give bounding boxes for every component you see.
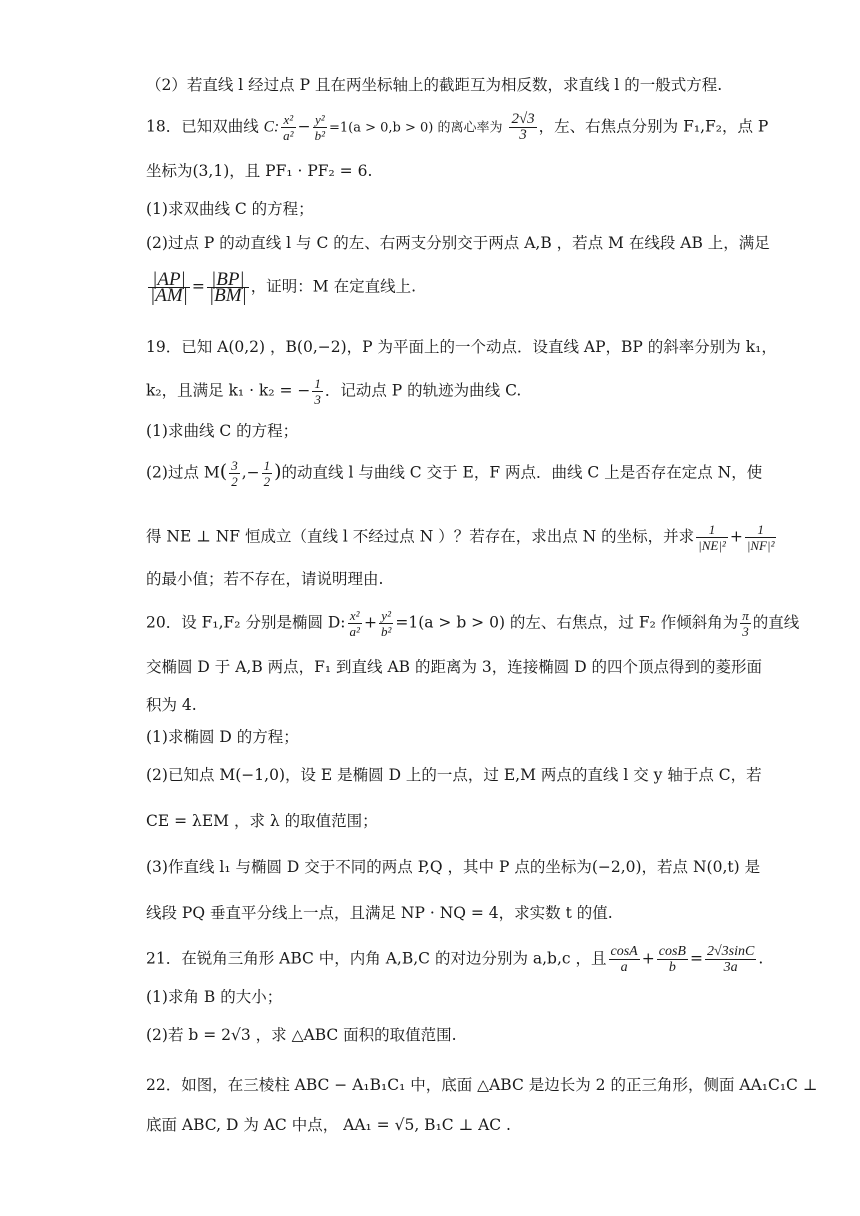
fraction: $\frac{\text{y²}}{\text{b²}}$: [314, 112, 325, 143]
text: 22．如图，在三棱柱 ABC − A₁B₁C₁ 中，底面 △ABC 是边长为 2 的正三角形，侧面 AA₁C₁C ⊥: [146, 1076, 818, 1094]
text: 21．在锐角三角形 ABC 中，内角 A,B,C 的对边分别为 a,b,c ，且: [146, 949, 607, 968]
text: (2)过点 P 的动直线 l 与 C 的左、右两支分别交于两点 A,B ，若点 M 在线段 AB 上，满足: [146, 234, 770, 252]
text-line: [146, 198, 760, 220]
text: （2）若直线 l 经过点 P 且在两坐标轴上的截距互为相反数，求直线 l 的一般式方程.: [146, 76, 723, 94]
text: 得 NE ⊥ NF 恒成立（直线 l 不经过点 N ）？若存在，求出点 N 的坐标，并求: [146, 527, 695, 546]
ratio-line: [146, 269, 760, 306]
math: C:: [263, 118, 280, 136]
fraction: $\frac{\cos B}{b}$: [658, 944, 686, 975]
period: .: [758, 949, 764, 968]
text: (1)求双曲线 C 的方程；: [146, 200, 314, 218]
fraction: $\frac{\text{x²}}{\text{a²}}$: [349, 608, 360, 639]
text: (2)过点 M: [146, 463, 220, 482]
text: CE = λEM ，求 λ 的取值范围；: [146, 812, 378, 830]
text: (1)求曲线 C 的方程；: [146, 422, 299, 440]
fraction: $\frac{1}{2}$: [263, 458, 271, 489]
fraction: $\frac{\text{x²}}{\text{a²}}$: [283, 112, 294, 143]
text-line: [146, 694, 760, 716]
text-line: [146, 522, 775, 553]
comma: ,: [241, 463, 247, 482]
text: k₂，且满足 k₁ · k₂ = −: [146, 381, 311, 400]
fraction: $\frac{1}{\text{|NF|²}}$: [746, 522, 775, 553]
plus: +: [363, 613, 377, 632]
text: =1(a > 0,b > 0) 的离心率为: [328, 120, 503, 136]
problem-18-line: [146, 111, 769, 143]
text: 的最小值；若不存在，请说明理由.: [146, 570, 384, 588]
plus: +: [641, 949, 655, 968]
text-line: [146, 336, 777, 358]
fraction: $\frac{\cos A}{a}$: [610, 944, 638, 975]
fraction: $\frac{2√3\sin C}{3a}$: [706, 944, 755, 975]
text: (1)求椭圆 D 的方程；: [146, 728, 299, 746]
text: ，左、右焦点分别为 F₁,F₂，点 P: [538, 117, 769, 136]
text: 线段 PQ 垂直平分线上一点，且满足 NP · NQ = 4，求实数 t 的值.: [146, 904, 613, 922]
text-line: [146, 1114, 760, 1136]
fraction: $\frac{3}{2}$: [231, 458, 238, 489]
text: 坐标为(3,1)，且 PF₁ · PF₂ = 6.: [146, 162, 373, 180]
equals: =: [689, 949, 703, 968]
text-line: [146, 726, 760, 748]
text: 积为 4.: [146, 696, 197, 714]
text-line: [146, 74, 760, 96]
text: 20．设 F₁,F₂ 分别是椭圆 D:: [146, 613, 346, 632]
fraction: $\frac{2√3}{3}$: [511, 111, 535, 143]
text-line: [146, 1074, 818, 1096]
text-line: [146, 232, 770, 254]
text: 18．已知双曲线: [146, 117, 259, 136]
text: 的直线: [752, 613, 800, 632]
problem-20-line: [146, 608, 800, 639]
text: 的动直线 l 与曲线 C 交于 E，F 两点．曲线 C 上是否存在定点 N，使: [281, 463, 763, 482]
text-line: [146, 458, 763, 489]
text: ，证明：M 在定直线上.: [250, 277, 417, 296]
text-line: [146, 986, 760, 1008]
minus: −: [246, 463, 260, 482]
text: (2)已知点 M(−1,0)，设 E 是椭圆 D 上的一点，过 E,M 两点的直线 l 交 y 轴于点 C，若: [146, 766, 762, 784]
text: 交椭圆 D 于 A,B 两点，F₁ 到直线 AB 的距离为 3，连接椭圆 D 的四个顶点得到的菱形面: [146, 658, 763, 676]
fraction: $\frac{1}{\text{|NE|²}}$: [698, 522, 726, 553]
text-line: [146, 376, 760, 407]
text: ．记动点 P 的轨迹为曲线 C.: [324, 381, 522, 400]
fraction: $\frac{|AP|}{|AM|}$: [150, 269, 188, 306]
minus: −: [297, 117, 311, 136]
equals: =: [191, 277, 205, 296]
paren: (: [219, 460, 228, 483]
fraction: $\frac{\text{y²}}{\text{b²}}$: [380, 608, 392, 639]
fraction: $\frac{\pi}{3}$: [742, 608, 749, 639]
text: (2)若 b = 2√3 ，求 △ABC 面积的取值范围.: [146, 1026, 457, 1044]
text-line: [146, 856, 760, 878]
fraction: $\frac{|BP|}{|BM|}$: [208, 269, 247, 306]
text: 19．已知 A(0,2) ，B(0,−2)，P 为平面上的一个动点．设直线 AP，BP 的斜率分别为 k₁，: [146, 338, 777, 356]
text-line: [146, 420, 760, 442]
paren: ): [274, 460, 282, 483]
text-line: [146, 902, 760, 924]
text-line: [146, 1024, 760, 1046]
text-line: [146, 764, 760, 786]
text: 底面 ABC, D 为 AC 中点， AA₁ = √5, B₁C ⊥ AC .: [146, 1116, 511, 1134]
text-line: [146, 568, 760, 590]
text-line: [146, 656, 763, 678]
text-line: [146, 160, 760, 182]
text-line: [146, 810, 760, 832]
plus: +: [729, 527, 743, 546]
problem-21-line: [146, 944, 764, 975]
text: (1)求角 B 的大小；: [146, 988, 283, 1006]
text: =1(a > b > 0) 的左、右焦点，过 F₂ 作倾斜角为: [395, 613, 739, 632]
fraction: $\frac{1}{3}$: [314, 376, 321, 407]
text: (3)作直线 l₁ 与椭圆 D 交于不同的两点 P,Q ，其中 P 点的坐标为(−2,0)，若点 N(0,t) 是: [146, 858, 761, 876]
